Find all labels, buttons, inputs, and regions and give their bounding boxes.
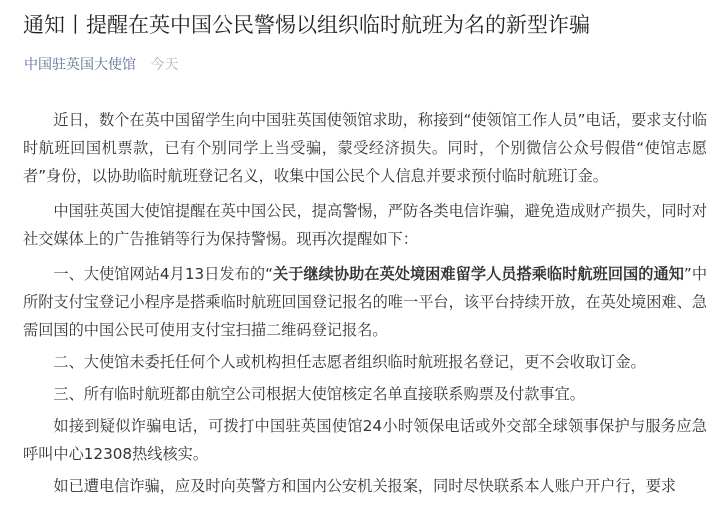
paragraph-5: 三、所有临时航班都由航空公司根据大使馆核定名单直接联系购票及付款事宜。 [53, 385, 585, 403]
account-name-link[interactable]: 中国驻英国大使馆 [24, 57, 136, 73]
paragraph-7: 如已遭电信诈骗，应及时向英警方和国内公安机关报案，同时尽快联系本人账户开户行，要求 [53, 477, 677, 495]
paragraph-3-prefix: 一、大使馆网站4月13日发布的“ [53, 265, 273, 283]
article-title: 通知丨提醒在英中国公民警惕以组织临时航班为名的新型诈骗 [23, 13, 590, 37]
paragraph-6: 如接到疑似诈骗电话，可拨打中国驻英国使馆24小时领保电话或外交部全球领事保护与服务应急呼叫中心12308热线核实。 [23, 417, 707, 463]
paragraph-2: 中国驻英国大使馆提醒在英中国公民，提高警惕，严防各类电信诈骗，避免造成财产损失，同时对社交媒体上的广告推销等行为保持警惕。现再次提醒如下： [23, 202, 707, 248]
paragraph-3 [23, 260, 707, 344]
article-meta [24, 54, 178, 76]
publish-date: 今天 [150, 57, 179, 73]
paragraph-4: 二、大使馆未委托任何个人或机构担任志愿者组织临时航班报名登记，更不会收取订金。 [53, 353, 646, 371]
article-body [23, 106, 707, 507]
paragraph-1: 近日，数个在英中国留学生向中国驻英国使领馆求助，称接到“使领馆工作人员”电话，要求支付临时航班回国机票款，已有个别同学上当受骗，蒙受经济损失。同时，个别微信公众号假借“使馆志愿者”身份，以协助临时航班登记名义，收集中国公民个人信息并要求预付临时航班订金。 [23, 111, 708, 185]
notice-title-link[interactable]: 关于继续协助在英处境困难留学人员搭乘临时航班回国的通知 [272, 265, 684, 283]
paragraph-3-suffix: ”中所附支付宝登记小程序是搭乘临时航班回国登记报名的唯一平台，该平台持续开放，在英处境困难、急需回国的中国公民可使用支付宝扫描二维码登记报名。 [23, 265, 708, 339]
